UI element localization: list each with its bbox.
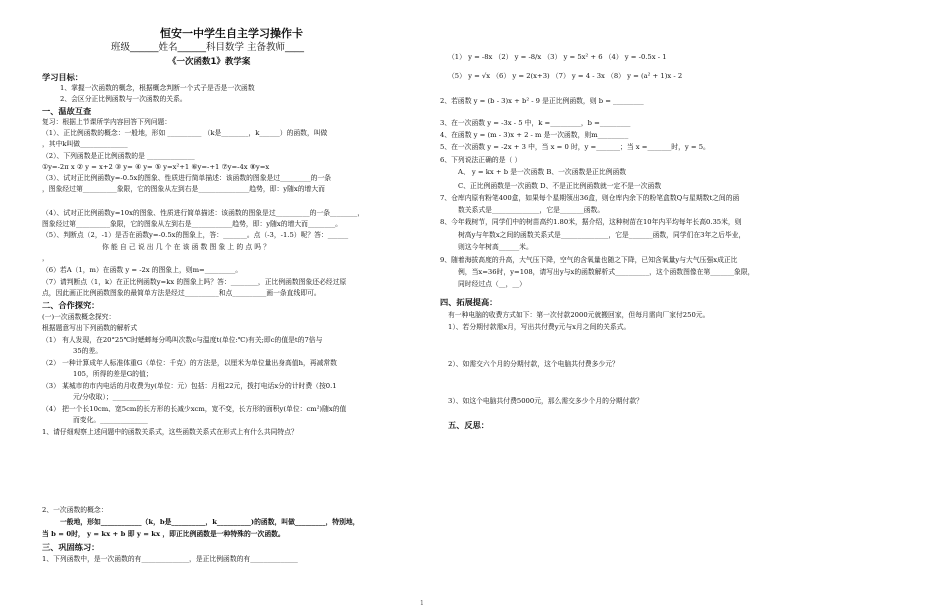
left-text-line: （6）若A（1，m）在函数 y = -2x 的图象上，则m=_________。 xyxy=(42,266,243,274)
right-text-line: 6、下列说法正确的是（ ） xyxy=(440,156,522,164)
left-text-line: 三、巩固练习： xyxy=(42,542,100,552)
left-text-line: 1、请仔细观察上述问题中的函数关系式，这些函数关系式在形式上有什么共同特点？ xyxy=(42,428,298,436)
left-text-line: 元/分收取）；___________ xyxy=(73,393,151,401)
right-text-line: （5） y = √x （6） y = 2(x+3) （7） y = 4 - 3x （8） y = (a² + 1)x - 2 xyxy=(448,72,683,80)
left-text-line: 2、一次函数的概念： xyxy=(42,506,108,514)
left-text-line: 根据题意写出下列函数的解析式 xyxy=(42,324,138,332)
page-number: 1 xyxy=(420,600,424,607)
right-text-line: 5、在一次函数 y = -2x + 3 中，当 x = 0 时，y =_______；当 x =_______时，y = 5。 xyxy=(440,143,710,151)
right-text-line: 同时经过点（__，__） xyxy=(458,280,526,288)
right-text-line: 1）、若分期付款需x月，写出共付费y元与x月之间的关系式。 xyxy=(448,323,631,331)
left-text-line: ①y=-2π x ② y = x+2 ③ y= ④ y= ⑤ y=x²+1 ⑥y=-+1 ⑦y=-4x ⑧y=x xyxy=(42,163,270,171)
left-text-line: （7）请判断点（1，k）在正比例函数y=kx 的图象上吗？答：________，正比例函数图象还必经过原 xyxy=(42,278,347,286)
left-text-line: （3） 某城市的市内电话的月收费为y(单位：元）包括：月租22元，拨打电话x分的计时费（按0.1 xyxy=(42,382,337,390)
left-text-line: 2、会区分正比例函数与一次函数的关系。 xyxy=(60,95,187,103)
right-text-line: （1） y = -8x （2） y = -8/x （3） y = 5x² + 6 （4） y = -0.5x - 1 xyxy=(448,53,667,61)
student-info-line: 班级______姓名______科目数学 主备教师____ xyxy=(111,42,305,53)
left-text-line: ， xyxy=(42,254,49,262)
left-text-line: （1）、正比例函数的概念：一般地，形如 __________ （k是________，k______）的函数，叫做 xyxy=(42,129,328,137)
lesson-title: 《一次函数1》教学案 xyxy=(168,57,251,67)
left-text-line: 105，所得的差是G的值； xyxy=(73,370,153,378)
right-text-line: 8、今年栽树节，同学们中的树苗高约1.80米，据介绍，这种树苗在10年内平均每年长高0.35米，则 xyxy=(440,218,742,226)
left-text-line: （4）、试对正比例函数y=10x的图象、性质进行简单描述：该函数的图象是过__________的一条________， xyxy=(42,209,365,217)
left-text-line: （3）、试对正比例函数y=-0.5x的图象、性质进行简单描述：该函数的图象是过_________的一条 xyxy=(42,174,332,182)
right-text-line: 有一种电脑的收费方式如下：第一次付款2000元就搬回家，但每月需向厂家付250元。 xyxy=(448,311,710,319)
left-text-line: （5）、判断点（2，-1）是否在函数y=-0.5x的图象上，答：_______。点（-3，-1.5）呢？答：______ xyxy=(42,231,349,239)
right-text-line: A、 y = kx + b 是一次函数 B、一次函数是正比例函数 xyxy=(458,168,627,176)
left-text-line: (一)一次函数概念探究： xyxy=(42,313,116,321)
left-text-line: 你 能 自 己 说 出 几 个 在 该 函 数 图 象 上 的 点 吗 ？ xyxy=(102,243,271,251)
left-text-line: 1、下列函数中，是一次函数的有______________，是正比例函数的有______________ xyxy=(42,555,298,563)
right-text-line: 9、随着海拔高度的升高，大气压下降，空气的含氧量也随之下降，已知含氧量y与大气压强x成正比 xyxy=(440,256,738,264)
left-text-line: 学习目标： xyxy=(42,72,83,82)
right-text-line: 数关系式是______________，它是_______函数。 xyxy=(458,206,605,214)
right-text-line: 4、在函数 y = (m - 3)x + 2 - m 是一次函数，则m_________ xyxy=(440,131,629,139)
right-text-line: 2）、如需交六个月的分期付款，这个电脑共付费多少元？ xyxy=(448,360,619,368)
left-text-line: 二、合作探究： xyxy=(42,300,100,310)
right-text-line: 五、反思： xyxy=(448,420,489,430)
left-text-line: 当 b = 0时， y = kx + b 即 y = kx ，即正比例函数是一种特殊的一次函数。 xyxy=(42,530,285,538)
right-text-line: C、正比例函数是一次函数 D、不是正比例函数就一定不是一次函数 xyxy=(458,182,662,190)
left-text-line: ，其中k叫做______________ xyxy=(42,140,128,148)
right-text-line: 3、在一次函数 y = -3x - 5 中，k =_________，b =_________ xyxy=(440,119,631,127)
right-text-line: 7、仓库内原有粉笔400盒，如果每个星期领出36盒，则仓库内余下的粉笔盒数Q与星期数t之间的函 xyxy=(440,194,740,202)
left-text-line: 35的差。 xyxy=(73,347,103,355)
left-text-line: 1、掌握一次函数的概念，根据概念判断一个式子是否是一次函数 xyxy=(60,84,255,92)
left-text-line: 复习：根据上节课所学内容回答下列问题： xyxy=(42,118,172,126)
left-text-line: 一、温故互查 xyxy=(42,106,92,116)
right-text-line: 四、拓展提高： xyxy=(440,297,498,307)
left-text-line: ，图象经过第__________象限，它的图象从左到右是_______________趋势，即：y随x的增大而 xyxy=(42,185,325,193)
left-text-line: （2） 一种计算成年人标准体重G（单位：千克）的方法是，以厘米为单位量出身高值h，再减常数 xyxy=(42,359,337,367)
right-text-line: 2、若函数 y = (b - 3)x + b² - 9 是正比例函数，则 b = _________ xyxy=(440,97,644,105)
left-text-line: 一般地，形如____________（k，b是__________，k__________)的函数，叫做_________，特别地， xyxy=(60,518,360,526)
left-text-line: 而变化。______________ xyxy=(73,416,148,424)
left-text-line: （4） 把一个长10cm、宽5cm的长方形的长减少xcm，宽不变，长方形的面积y(单位：cm²)随x的值 xyxy=(42,405,347,413)
right-text-line: 则这今年树高______米。 xyxy=(458,243,533,251)
page-title: 恒安一中学生自主学习操作卡 xyxy=(160,27,303,40)
right-text-line: 树高y与年数x之间的函数关系式是______________，它是_______函数，同学们在3年之后毕业， xyxy=(458,231,746,239)
left-text-line: 图象经过第__________象限，它的图象从左到右是____________趋势，即：y随x的增大而________。 xyxy=(42,220,342,228)
right-text-line: 例，当x=36时，y=108，请写出y与x的函数解析式__________，这个函数图像在第_______象限， xyxy=(458,268,755,276)
left-text-line: （1） 有人发现，在20°25℃时蟋蟀每分鸣叫次数c与温度t(单位:℃)有关;即c的值是t的7倍与 xyxy=(42,336,323,344)
right-text-line: 3）、如这个电脑共付费5000元，那么需交多少个月的分期付款？ xyxy=(448,397,643,405)
left-text-line: 点，因此画正比例函数图象的最简单方法是经过__________和点__________画一条直线即可。 xyxy=(42,289,321,297)
left-text-line: （2）、下列函数是正比例函数的是 ______________ xyxy=(42,152,195,160)
